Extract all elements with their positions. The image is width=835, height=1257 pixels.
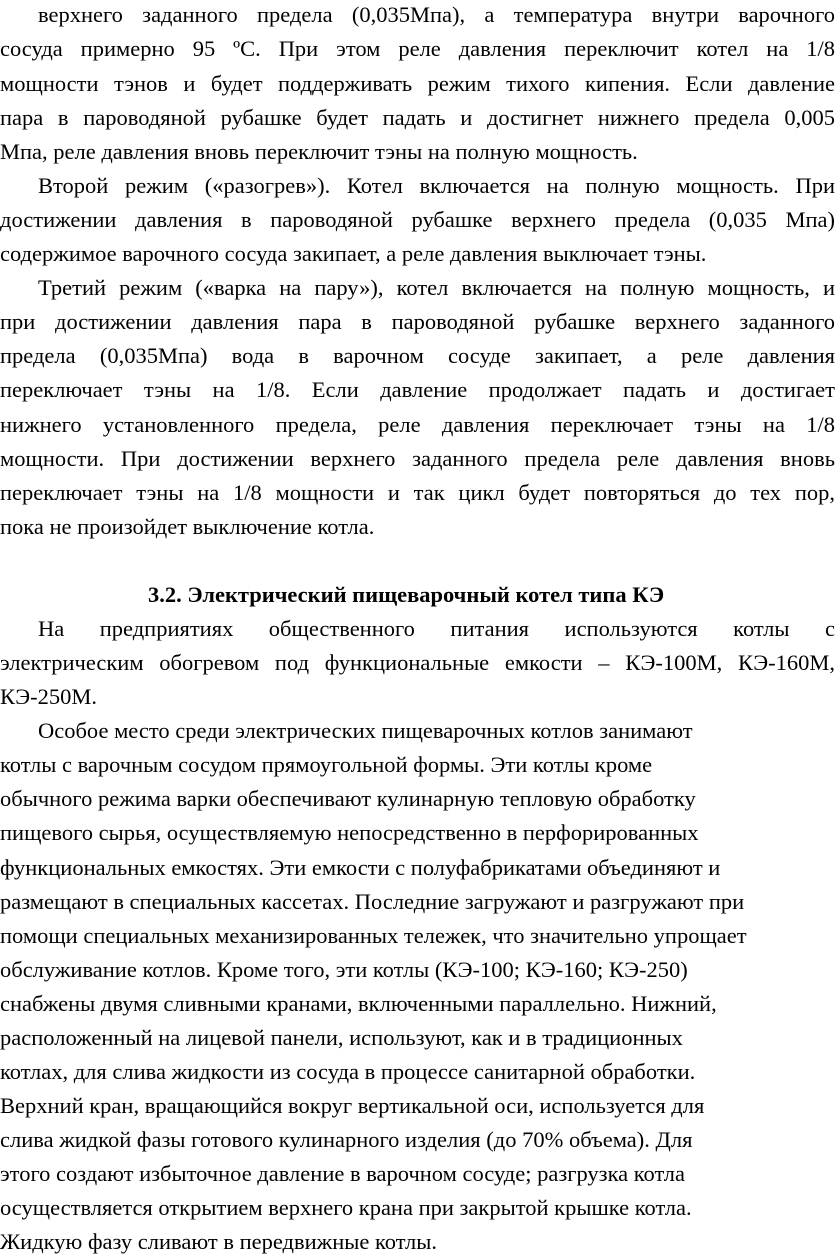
text-line: снабжены двумя сливными кранами, включенными параллельно. Нижний,	[0, 991, 717, 1016]
text-line: переключает тэны на 1/8. Если давление продолжает падать и достигает	[0, 377, 835, 402]
text-line: мощности. При достижении верхнего заданного предела реле давления вновь	[0, 446, 835, 471]
text-line: электрическим обогревом под функциональные емкости – КЭ-100М, КЭ-160М,	[0, 650, 835, 675]
text-line: пищевого сырья, осуществляемую непосредственно в перфорированных	[0, 820, 699, 845]
text-line: размещают в специальных кассетах. Последние загружают и разгружают при	[0, 889, 745, 914]
text-line: Особое место среди электрических пищеварочных котлов занимают	[38, 718, 693, 743]
text-line: пара в пароводяной рубашке будет падать и достигнет нижнего предела 0,005	[0, 105, 835, 130]
text-line: Третий режим («варка на пару»), котел включается на полную мощность, и	[38, 275, 835, 300]
text-line: переключает тэны на 1/8 мощности и так цикл будет повторяться до тех пор,	[0, 480, 835, 505]
text-line: слива жидкой фазы готового кулинарного изделия (до 70% объема). Для	[0, 1127, 693, 1152]
text-line: содержимое варочного сосуда закипает, а реле давления выключает тэны.	[0, 241, 707, 266]
text-line: достижении давления в пароводяной рубашке верхнего предела (0,035 Мпа)	[0, 207, 835, 232]
text-line: Жидкую фазу сливают в передвижные котлы.	[0, 1229, 437, 1254]
text-line: помощи специальных механизированных тележек, что значительно упрощает	[0, 923, 747, 948]
text-line: пока не произойдет выключение котла.	[0, 514, 375, 539]
text-line: мощности тэнов и будет поддерживать режим тихого кипения. Если давление	[0, 71, 835, 96]
text-line: обычного режима варки обеспечивают кулинарную тепловую обработку	[0, 786, 696, 811]
text-line: обслуживание котлов. Кроме того, эти котлы (КЭ-100; КЭ-160; КЭ-250)	[0, 957, 688, 982]
text-line: осуществляется открытием верхнего крана при закрытой крышке котла.	[0, 1195, 692, 1220]
text-line: предела (0,035Мпа) вода в варочном сосуде закипает, а реле давления	[0, 343, 835, 368]
text-line: Второй режим («разогрев»). Котел включается на полную мощность. При	[38, 173, 835, 198]
text-line: расположенный на лицевой панели, используют, как и в традиционных	[0, 1025, 683, 1050]
text-line: нижнего установленного предела, реле давления переключает тэны на 1/8	[0, 412, 835, 437]
text-line: котлах, для слива жидкости из сосуда в процессе санитарной обработки.	[0, 1059, 696, 1084]
text-line: при достижении давления пара в пароводяной рубашке верхнего заданного	[0, 309, 835, 334]
text-line: Мпа, реле давления вновь переключит тэны на полную мощность.	[0, 139, 638, 164]
text-line: КЭ-250М.	[0, 684, 98, 709]
text-line: функциональных емкостях. Эти емкости с полуфабрикатами объединяют и	[0, 855, 721, 880]
text-line: котлы с варочным сосудом прямоугольной формы. Эти котлы кроме	[0, 752, 653, 777]
text-line: На предприятиях общественного питания используются котлы с	[38, 616, 835, 641]
text-line: сосуда примерно 95 ºС. При этом реле давления переключит котел на 1/8	[0, 36, 835, 61]
text-line: Верхний кран, вращающийся вокруг вертикальной оси, используется для	[0, 1093, 705, 1118]
section-heading: 3.2. Электрический пищеварочный котел типа КЭ	[148, 582, 665, 607]
text-line: этого создают избыточное давление в варочном сосуде; разгрузка котла	[0, 1161, 685, 1186]
text-line: верхнего заданного предела (0,035Мпа), а температура внутри варочного	[38, 2, 835, 27]
